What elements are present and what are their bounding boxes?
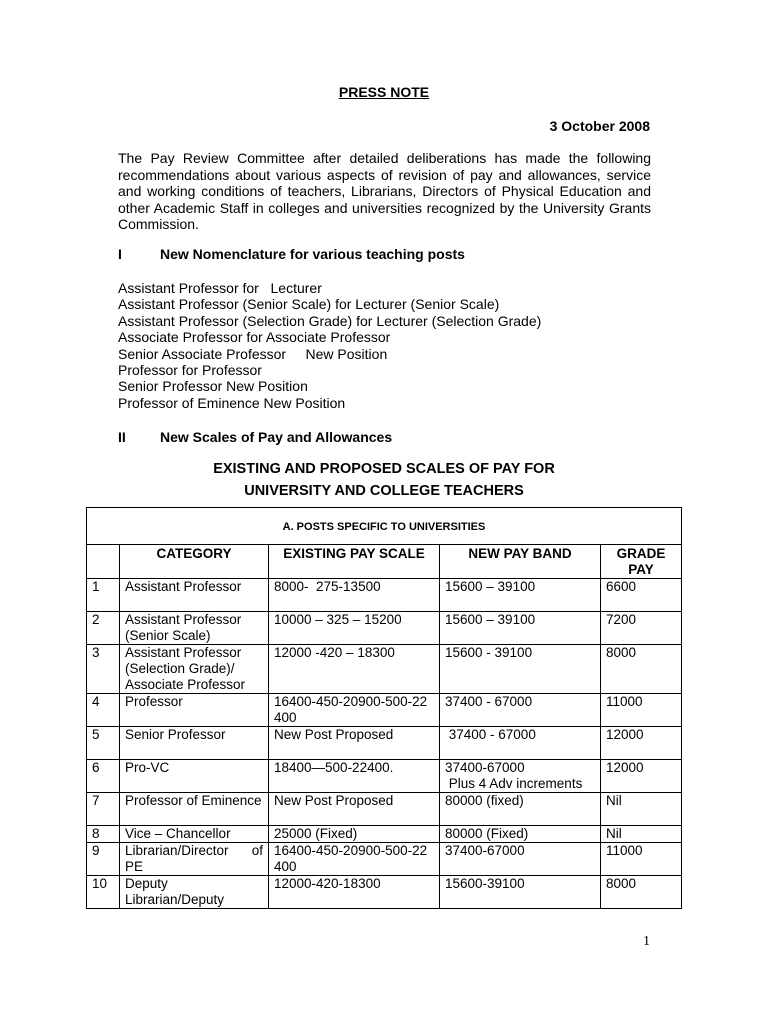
row-existing-pay: New Post Proposed [269, 793, 440, 826]
pay-scale-table [86, 507, 682, 909]
row-category: Assistant Professor (Selection Grade)/ Associate Professor [120, 645, 269, 694]
row-category: Deputy Librarian/Deputy [120, 876, 269, 909]
row-grade-pay: 11000 [601, 694, 682, 727]
header-grade-pay: GRADE PAY [601, 545, 682, 579]
row-category: Pro-VC [120, 760, 269, 793]
row-new-pay-band: 15600 – 39100 [440, 612, 601, 645]
nomenclature-item: Associate Professor for Associate Professor [118, 329, 391, 346]
row-existing-pay: 16400-450-20900-500-22400 [269, 694, 440, 727]
row-new-pay-band: 15600 - 39100 [440, 645, 601, 694]
page-title: PRESS NOTE [338, 84, 430, 100]
press-date: 3 October 2008 [549, 118, 650, 134]
row-existing-pay: 10000 – 325 – 15200 [269, 612, 440, 645]
nomenclature-item: Senior Associate Professor New Position [118, 345, 388, 362]
row-number: 1 [87, 579, 120, 612]
row-existing-pay: 25000 (Fixed) [269, 826, 440, 843]
table-row [87, 645, 682, 694]
section-number: I [118, 246, 122, 262]
row-new-pay-band: 15600 – 39100 [440, 579, 601, 612]
table-row [87, 826, 682, 843]
new-pay-band-note: Plus 4 Adv increments [445, 776, 583, 791]
row-number: 7 [87, 793, 120, 826]
row-number: 10 [87, 876, 120, 909]
nomenclature-item: Assistant Professor for Lecturer [118, 280, 322, 296]
table-row [87, 579, 682, 612]
table-row [87, 843, 682, 876]
row-grade-pay: 7200 [601, 612, 682, 645]
nomenclature-item: Assistant Professor (Senior Scale) for Lecturer (Senior Scale) [118, 296, 500, 313]
section-heading-nomenclature [118, 246, 465, 262]
row-existing-pay: New Post Proposed [269, 727, 440, 760]
table-header-row [87, 545, 682, 579]
row-new-pay-band: 37400 - 67000 [440, 727, 601, 760]
intro-paragraph: The Pay Review Committee after detailed deliberations has made the following recommendations about various aspects of revision of pay and allowances, service and working conditions of teachers, Librarians, Directors of Physical Education and other Academic Staff in colleges and universities recognized by the University Grants Commission. [118, 150, 651, 232]
row-grade-pay: 8000 [601, 645, 682, 694]
nomenclature-item: Professor for Professor [118, 362, 262, 379]
row-category: Professor of Eminence [120, 793, 269, 826]
header-existing-pay-scale: EXISTING PAY SCALE [269, 545, 440, 579]
row-grade-pay: Nil [601, 826, 682, 843]
section-heading-text: New Nomenclature for various teaching posts [160, 246, 465, 262]
row-category: Vice – Chancellor [120, 826, 269, 843]
row-grade-pay: 6600 [601, 579, 682, 612]
row-category: Senior Professor [120, 727, 269, 760]
header-category: CATEGORY [120, 545, 269, 579]
row-number: 9 [87, 843, 120, 876]
row-category: Professor [120, 694, 269, 727]
row-new-pay-band [440, 760, 601, 793]
row-number: 5 [87, 727, 120, 760]
row-grade-pay: 11000 [601, 843, 682, 876]
row-new-pay-band: 37400 - 67000 [440, 694, 601, 727]
nomenclature-item: Professor of Eminence New Position [118, 394, 346, 411]
row-existing-pay: 12000 -420 – 18300 [269, 645, 440, 694]
page-number: 1 [643, 934, 650, 949]
row-grade-pay: 12000 [601, 760, 682, 793]
section-heading-pay [118, 429, 392, 445]
row-new-pay-band: 80000 (Fixed) [440, 826, 601, 843]
row-number: 6 [87, 760, 120, 793]
section-number: II [118, 429, 126, 445]
row-existing-pay: 16400-450-20900-500-22400 [269, 843, 440, 876]
row-number: 8 [87, 826, 120, 843]
table-row [87, 612, 682, 645]
row-category: Librarian/Director of PE [120, 843, 269, 876]
nomenclature-item: Assistant Professor (Selection Grade) for Lecturer (Selection Grade) [118, 312, 542, 329]
table-row [87, 760, 682, 793]
table-title [0, 458, 768, 502]
table-row [87, 793, 682, 826]
row-number: 4 [87, 694, 120, 727]
row-number: 2 [87, 612, 120, 645]
row-new-pay-band: 37400-67000 [440, 843, 601, 876]
header-number [87, 545, 120, 579]
table-title-line: EXISTING AND PROPOSED SCALES OF PAY FOR [213, 461, 555, 477]
row-existing-pay: 8000- 275-13500 [269, 579, 440, 612]
table-subtitle: A. POSTS SPECIFIC TO UNIVERSITIES [87, 508, 682, 545]
table-title-line: UNIVERSITY AND COLLEGE TEACHERS [244, 483, 524, 499]
row-category: Assistant Professor [120, 579, 269, 612]
row-new-pay-band: 15600-39100 [440, 876, 601, 909]
table-row [87, 876, 682, 909]
table-row [87, 727, 682, 760]
row-category: Assistant Professor (Senior Scale) [120, 612, 269, 645]
section-heading-text: New Scales of Pay and Allowances [160, 429, 393, 445]
nomenclature-item: Senior Professor New Position [118, 378, 308, 395]
nomenclature-list [118, 280, 541, 411]
row-existing-pay: 12000-420-18300 [269, 876, 440, 909]
row-existing-pay: 18400—500-22400. [269, 760, 440, 793]
row-grade-pay: 8000 [601, 876, 682, 909]
row-number: 3 [87, 645, 120, 694]
table-row [87, 694, 682, 727]
new-pay-band-value: 37400-67000 [445, 760, 525, 775]
row-grade-pay: 12000 [601, 727, 682, 760]
row-grade-pay: Nil [601, 793, 682, 826]
header-new-pay-band: NEW PAY BAND [440, 545, 601, 579]
row-new-pay-band: 80000 (fixed) [440, 793, 601, 826]
